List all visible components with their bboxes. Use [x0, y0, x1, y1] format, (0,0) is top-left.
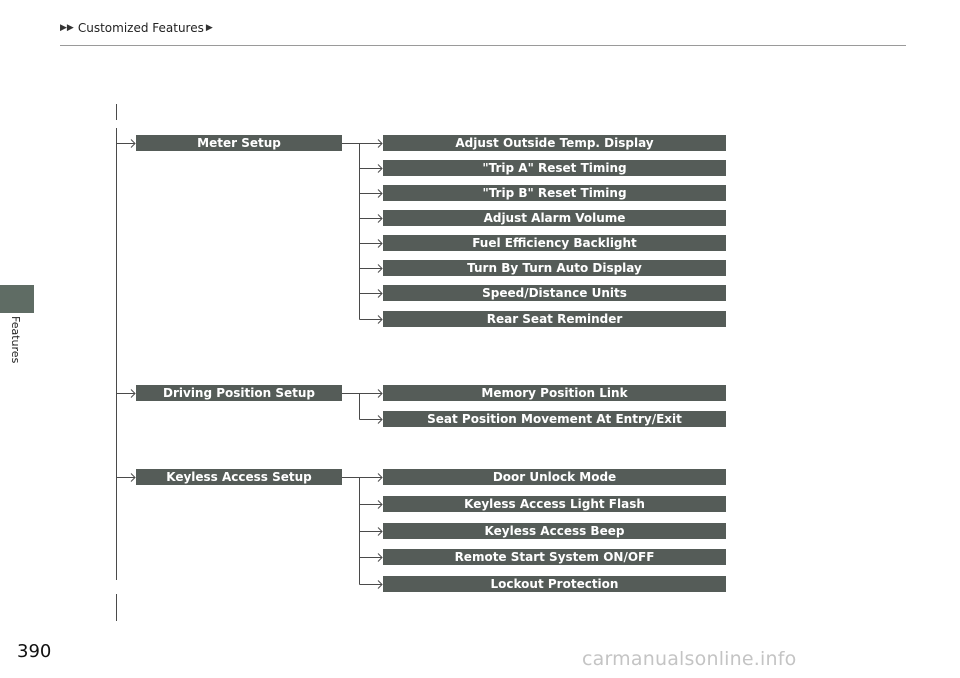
- breadcrumb-text: Customized Features: [77, 21, 204, 35]
- menu-item-memory-position-link: Memory Position Link: [383, 385, 726, 401]
- menu-item-door-unlock-mode: Door Unlock Mode: [383, 469, 726, 485]
- menu-item-fuel-efficiency-backlight: Fuel Efficiency Backlight: [383, 235, 726, 251]
- menu-item-rear-seat-reminder: Rear Seat Reminder: [383, 311, 726, 327]
- menu-item-speed-distance-units: Speed/Distance Units: [383, 285, 726, 301]
- section-label: Features: [9, 316, 22, 364]
- menu-item-lockout-protection: Lockout Protection: [383, 576, 726, 592]
- page-number: 390: [17, 641, 52, 662]
- menu-item-keyless-access-beep: Keyless Access Beep: [383, 523, 726, 539]
- menu-item-adjust-alarm-volume: Adjust Alarm Volume: [383, 210, 726, 226]
- watermark: carmanualsonline.info: [582, 648, 797, 670]
- menu-item-adjust-outside-temp-display: Adjust Outside Temp. Display: [383, 135, 726, 151]
- triangle-right-icon: ▶: [205, 23, 213, 33]
- menu-item-trip-a-reset-timing: "Trip A" Reset Timing: [383, 160, 726, 176]
- triangle-right-icon: ▶▶: [60, 23, 74, 33]
- menu-item-keyless-access-light-flash: Keyless Access Light Flash: [383, 496, 726, 512]
- menu-meter-setup: Meter Setup: [136, 135, 342, 151]
- menu-item-turn-by-turn-auto-display: Turn By Turn Auto Display: [383, 260, 726, 276]
- menu-driving-position-setup: Driving Position Setup: [136, 385, 342, 401]
- menu-item-seat-position-movement: Seat Position Movement At Entry/Exit: [383, 411, 726, 427]
- menu-item-remote-start-system: Remote Start System ON/OFF: [383, 549, 726, 565]
- menu-keyless-access-setup: Keyless Access Setup: [136, 469, 342, 485]
- menu-item-trip-b-reset-timing: "Trip B" Reset Timing: [383, 185, 726, 201]
